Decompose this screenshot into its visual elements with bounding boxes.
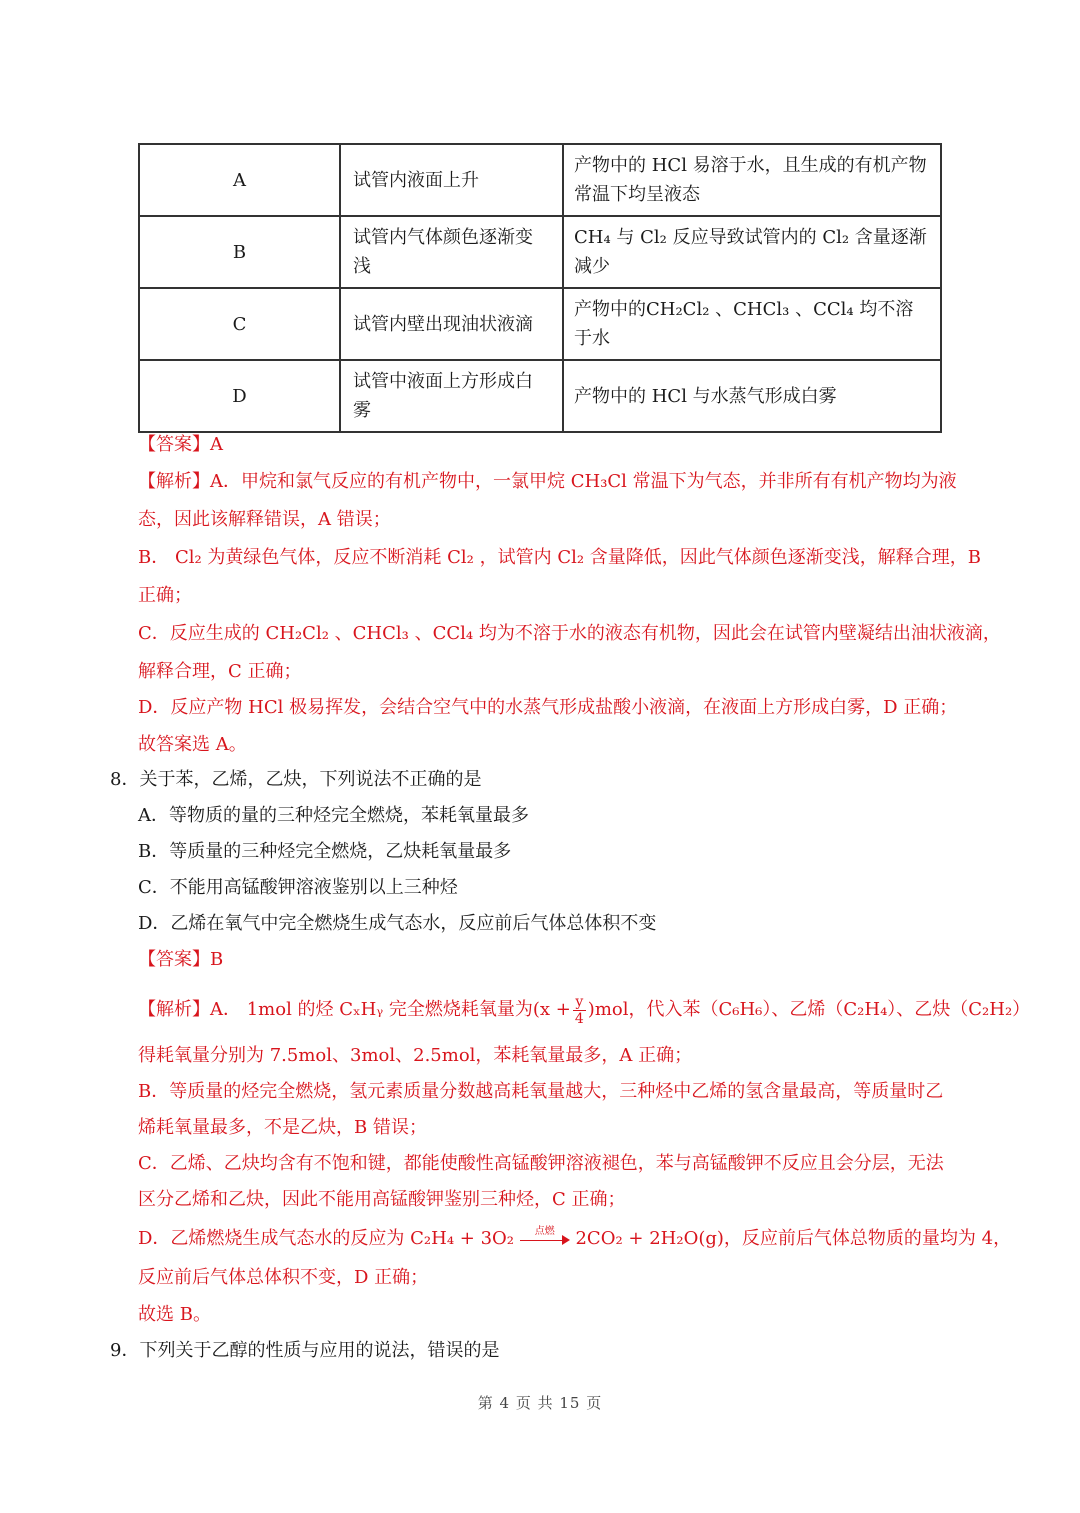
option-cell: D [139, 360, 340, 432]
q8-answer: 【答案】B [138, 949, 224, 970]
q7-answer: 【答案】A [138, 434, 223, 455]
q8-analysis-line: 反应前后气体总体积不变，D 正确； [138, 1267, 429, 1288]
q7-analysis-line: B． Cl₂ 为黄绿色气体，反应不断消耗 Cl₂ ，试管内 Cl₂ 含量降低，因此气体颜色逐渐变浅，解释合理，B [138, 547, 982, 568]
q7-analysis-line: 故答案选 A。 [138, 734, 247, 755]
page-footer: 第 4 页 共 15 页 [477, 1394, 603, 1412]
q7-analysis-line: C．反应生成的 CH₂Cl₂ 、CHCl₃ 、CCl₄ 均为不溶于水的液态有机物，因此会在试管内壁凝结出油状液滴， [138, 623, 1001, 644]
q8-analysis-line: 烯耗氧量最多，不是乙炔，B 错误； [138, 1117, 427, 1138]
q7-analysis-line: 【解析】A．甲烷和氯气反应的有机产物中，一氯甲烷 CH₃Cl 常温下为气态，并非所有有机产物均为液 [138, 471, 957, 492]
analysis-text: 【解析】A． 1mol 的烃 CₓHᵧ 完全燃烧耗氧量为( [138, 999, 540, 1020]
option-cell: B [139, 216, 340, 288]
analysis-text: )mol，代入苯（C₆H₆）、乙烯（C₂H₄）、乙炔（C₂H₂） [587, 999, 1031, 1020]
analysis-text: D．乙烯燃烧生成气态水的反应为 C₂H₄ + 3O₂ [138, 1228, 515, 1249]
table-row [139, 288, 941, 360]
q8-analysis-line-d1 [138, 1227, 1011, 1251]
reaction-condition: 点燃 [534, 1226, 555, 1237]
q9-stem: 9．下列关于乙醇的性质与应用的说法，错误的是 [110, 1340, 500, 1361]
explanation-cell: 产物中的 HCl 易溶于水，且生成的有机产物常温下均呈液态 [563, 144, 941, 216]
q8-stem: 8．关于苯，乙烯，乙炔，下列说法不正确的是 [110, 769, 482, 790]
q8-analysis-line: B．等质量的烃完全燃烧，氢元素质量分数越高耗氧量越大，三种烃中乙烯的氢含量最高，等质量时乙 [138, 1081, 944, 1102]
q8-option: A．等物质的量的三种烃完全燃烧，苯耗氧量最多 [138, 805, 529, 826]
q8-analysis-line: C．乙烯、乙炔均含有不饱和键，都能使酸性高锰酸钾溶液褪色，苯与高锰酸钾不反应且会分层，无法 [138, 1153, 944, 1174]
experiment-table [138, 143, 942, 433]
table-row [139, 144, 941, 216]
phenomenon-cell: 试管内气体颜色逐渐变浅 [340, 216, 563, 288]
q7-analysis-line: 正确； [138, 585, 192, 606]
phenomenon-cell: 试管内液面上升 [340, 144, 563, 216]
explanation-cell: 产物中的CH₂Cl₂ 、CHCl₃ 、CCl₄ 均不溶于水 [563, 288, 941, 360]
q8-analysis-line: 区分乙烯和乙炔，因此不能用高锰酸钾鉴别三种烃，C 正确； [138, 1189, 626, 1210]
q7-analysis-line: 解释合理，C 正确； [138, 661, 302, 682]
phenomenon-cell: 试管内壁出现油状液滴 [340, 288, 563, 360]
q8-analysis-line-a1 [138, 990, 1030, 1030]
fraction-denominator: 4 [574, 1010, 584, 1027]
option-cell: C [139, 288, 340, 360]
q8-analysis-line: 得耗氧量分别为 7.5mol、3mol、2.5mol，苯耗氧量最多，A 正确； [138, 1045, 693, 1066]
explanation-cell: 产物中的 HCl 与水蒸气形成白雾 [563, 360, 941, 432]
q7-analysis-line: 态，因此该解释错误，A 错误； [138, 509, 391, 530]
option-cell: A [139, 144, 340, 216]
explanation-cell: CH₄ 与 Cl₂ 反应导致试管内的 Cl₂ 含量逐渐减少 [563, 216, 941, 288]
q8-option: B．等质量的三种烃完全燃烧，乙炔耗氧量最多 [138, 841, 512, 862]
q8-option: D．乙烯在氧气中完全燃烧生成气态水，反应前后气体总体积不变 [138, 913, 657, 934]
q8-option: C．不能用高锰酸钾溶液鉴别以上三种烃 [138, 877, 458, 898]
table-row [139, 216, 941, 288]
fraction [573, 994, 586, 1027]
q8-analysis-line: 故选 B。 [138, 1304, 211, 1325]
q7-analysis-line: D．反应产物 HCl 极易挥发，会结合空气中的水蒸气形成盐酸小液滴，在液面上方形成白雾，D 正确； [138, 697, 958, 718]
fraction-numerator: y [573, 994, 586, 1011]
analysis-text: 2CO₂ + 2H₂O(g)，反应前后气体总物质的量均为 4， [575, 1228, 1012, 1249]
analysis-math: x + [539, 999, 571, 1020]
reaction-arrow [520, 1226, 570, 1248]
phenomenon-cell: 试管中液面上方形成白雾 [340, 360, 563, 432]
table-row [139, 360, 941, 432]
